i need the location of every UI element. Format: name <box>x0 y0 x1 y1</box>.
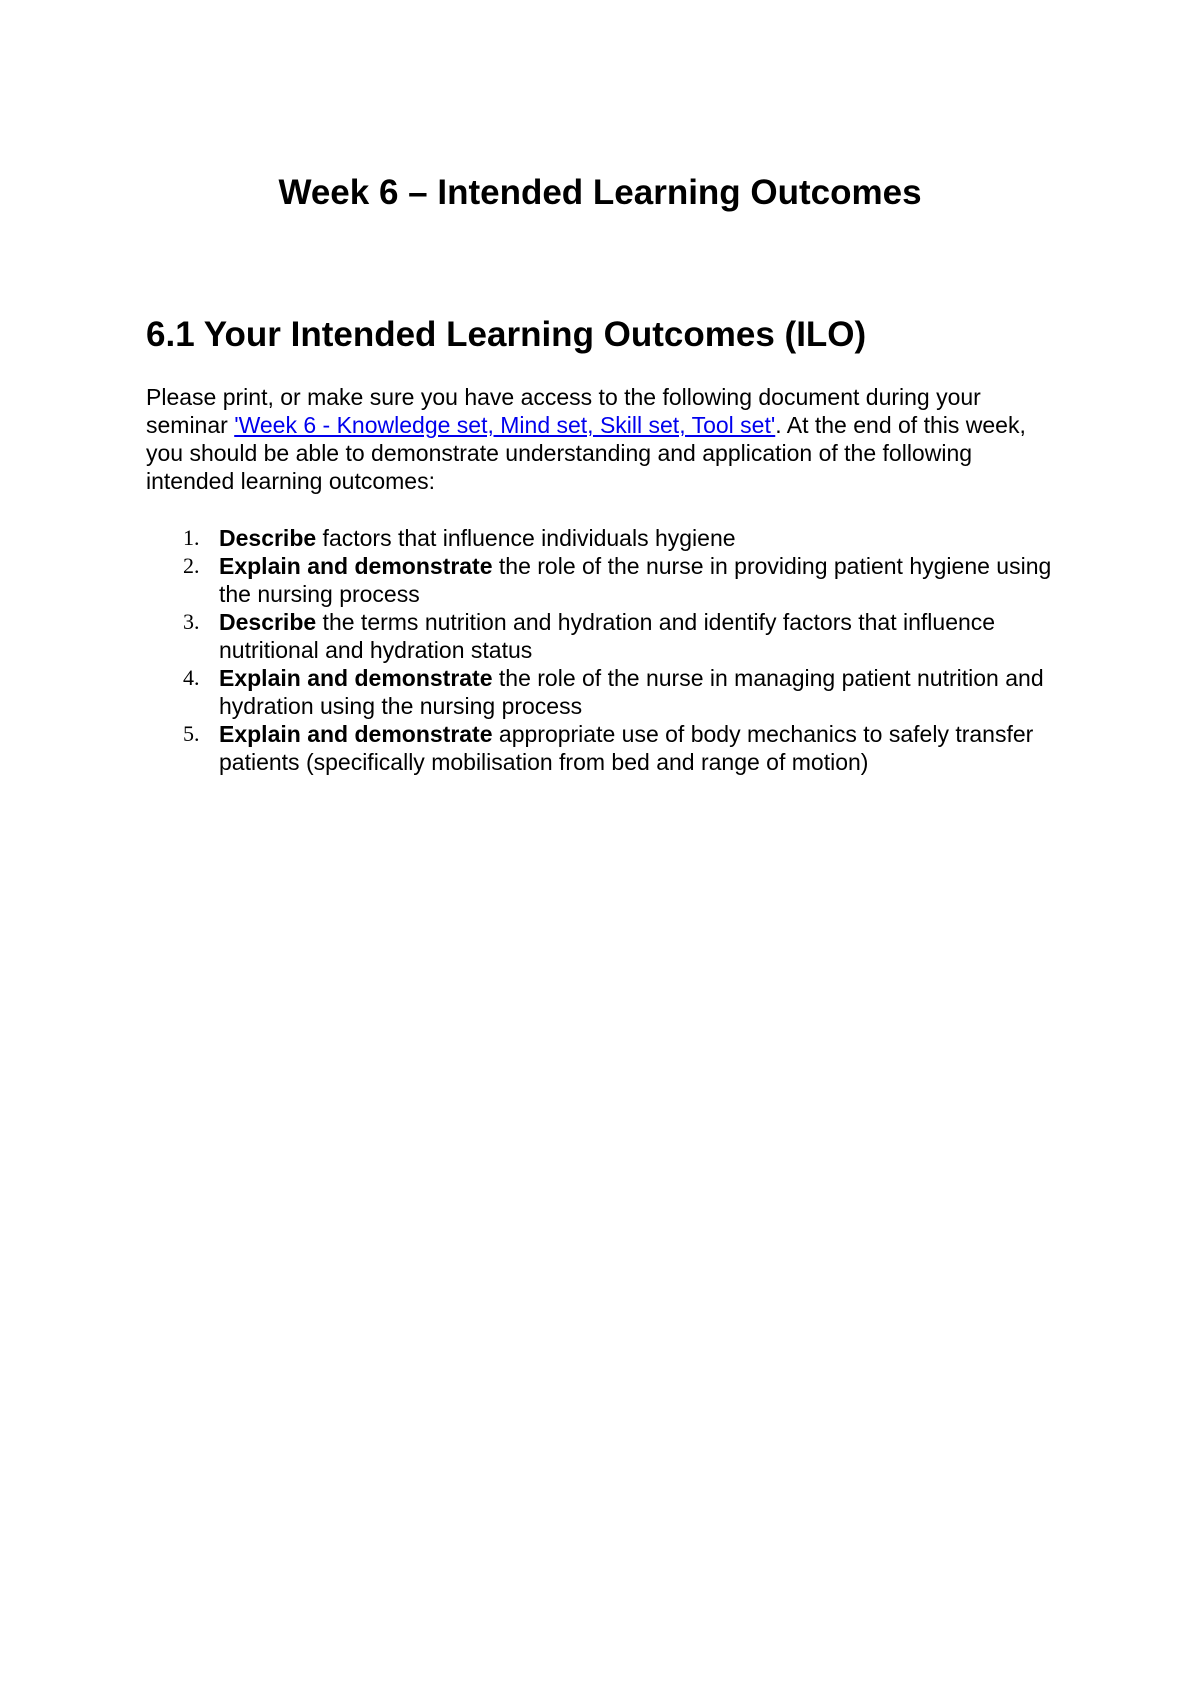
list-item <box>146 608 1066 664</box>
list-item-number: 3. <box>183 609 200 634</box>
list-item-verb: Describe <box>219 525 317 551</box>
list-item-text: the terms nutrition and hydration and identify factors that influence nutritional and hydration status <box>219 609 996 663</box>
list-item-number: 2. <box>183 553 200 578</box>
list-item-number: 4. <box>183 665 200 690</box>
list-item-text: the role of the nurse in providing patient hygiene using the nursing process <box>219 553 1052 607</box>
list-item <box>146 720 1066 776</box>
list-item-verb: Explain and demonstrate <box>219 553 493 579</box>
list-item <box>146 552 1066 608</box>
list-item-number: 5. <box>183 721 200 746</box>
list-item-text: factors that influence individuals hygiene <box>316 525 736 551</box>
list-item-text: appropriate use of body mechanics to safely transfer patients (specifically mobilisation from bed and range of motion) <box>219 721 1034 775</box>
list-item-number: 1. <box>183 525 200 550</box>
list-item-verb: Explain and demonstrate <box>219 721 493 747</box>
seminar-document-link[interactable]: 'Week 6 - Knowledge set, Mind set, Skill set, Tool set' <box>234 412 776 438</box>
intro-text-after-link: . At the end of this week, you should be able to demonstrate understanding and application of the following intended learning outcomes: <box>146 412 1026 494</box>
list-item <box>146 524 1066 552</box>
page-title: Week 6 – Intended Learning Outcomes <box>278 173 922 212</box>
intro-paragraph <box>146 383 1066 495</box>
list-item-verb: Explain and demonstrate <box>219 665 493 691</box>
list-item <box>146 664 1066 720</box>
list-item-text: the role of the nurse in managing patient nutrition and hydration using the nursing process <box>219 665 1044 719</box>
section-heading: 6.1 Your Intended Learning Outcomes (ILO) <box>146 315 867 354</box>
list-item-verb: Describe <box>219 609 317 635</box>
learning-outcomes-list <box>146 524 1066 776</box>
intro-text-before-link: Please print, or make sure you have access to the following document during your seminar <box>146 384 981 438</box>
